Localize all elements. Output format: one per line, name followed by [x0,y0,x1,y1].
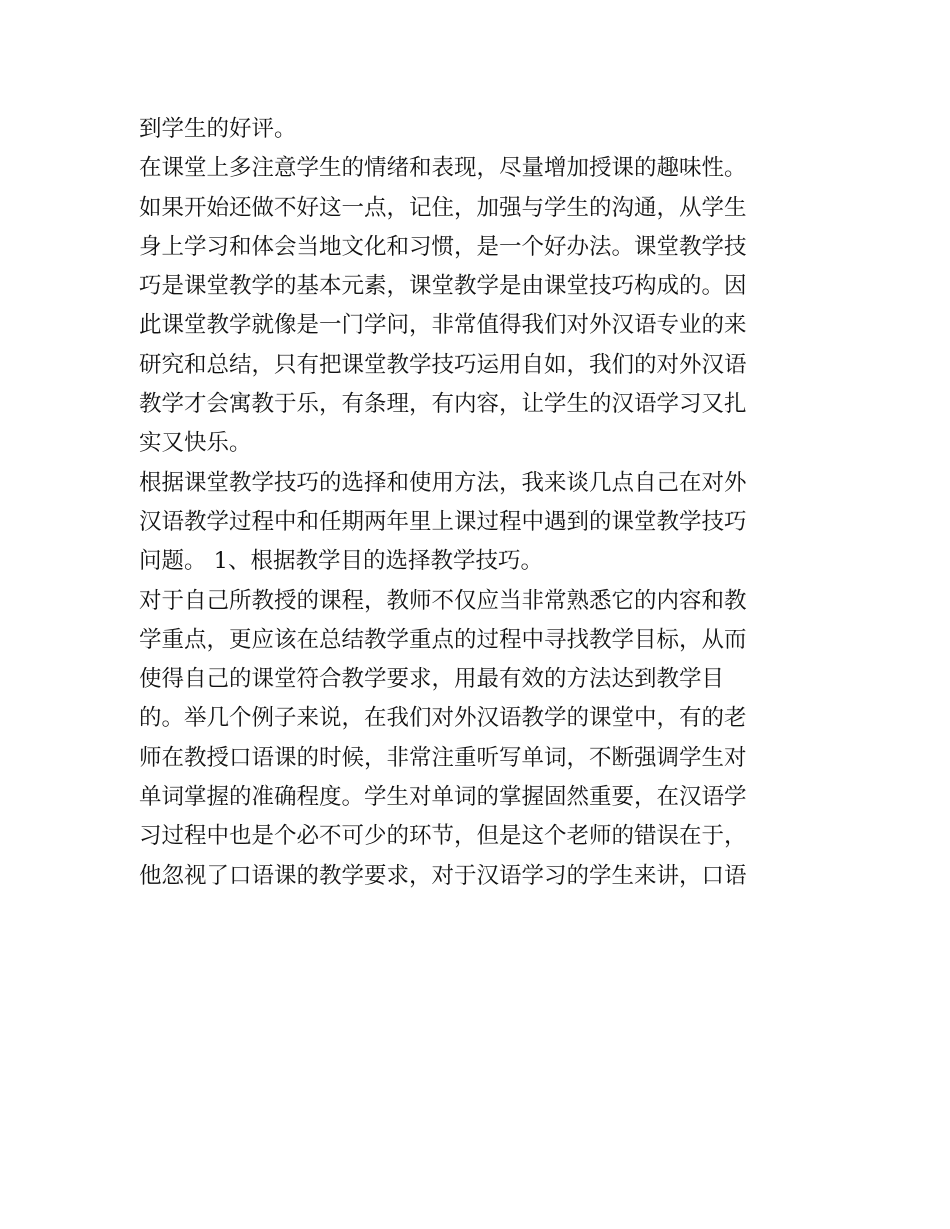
text-line: 汉语教学过程中和任期两年里上课过程中遇到的课堂教学技巧 [139,508,747,535]
text-line: 在课堂上多注意学生的情绪和表现，尽量增加授课的趣味性。 [139,155,747,182]
text-line: 使得自己的课堂符合教学要求，用最有效的方法达到教学目 [139,666,725,693]
text-line: 习过程中也是个必不可少的环节，但是这个老师的错误在于， [139,823,747,850]
text-line: 对于自己所教授的课程，教师不仅应当非常熟悉它的内容和教 [139,587,747,614]
text-line: 到学生的好评。 [139,116,297,142]
text-line: 单词掌握的准确程度。学生对单词的掌握固然重要，在汉语学 [139,784,747,811]
text-line: 的。举几个例子来说，在我们对外汉语教学的课堂中，有的老 [139,705,747,732]
document-body [139,110,819,896]
text-line: 学重点，更应该在总结教学重点的过程中寻找教学目标，从而 [139,626,747,653]
text-line: 如果开始还做不好这一点，记住，加强与学生的沟通，从学生 [139,194,747,221]
text-line: 研究和总结，只有把课堂教学技巧运用自如，我们的对外汉语 [139,351,747,378]
text-line: 问题。 1、根据教学目的选择教学技巧。 [139,548,543,575]
text-line: 根据课堂教学技巧的选择和使用方法，我来谈几点自己在对外 [139,469,747,496]
text-line: 身上学习和体会当地文化和习惯，是一个好办法。课堂教学技 [139,233,747,260]
text-line: 师在教授口语课的时候，非常注重听写单词，不断强调学生对 [139,744,747,771]
text-line: 巧是课堂教学的基本元素，课堂教学是由课堂技巧构成的。因 [139,273,747,300]
text-line: 他忽视了口语课的教学要求，对于汉语学习的学生来讲，口语 [139,862,747,889]
text-line: 实又快乐。 [139,430,252,457]
text-line: 教学才会寓教于乐，有条理，有内容，让学生的汉语学习又扎 [139,391,747,418]
text-line: 此课堂教学就像是一门学问，非常值得我们对外汉语专业的来 [139,312,747,339]
